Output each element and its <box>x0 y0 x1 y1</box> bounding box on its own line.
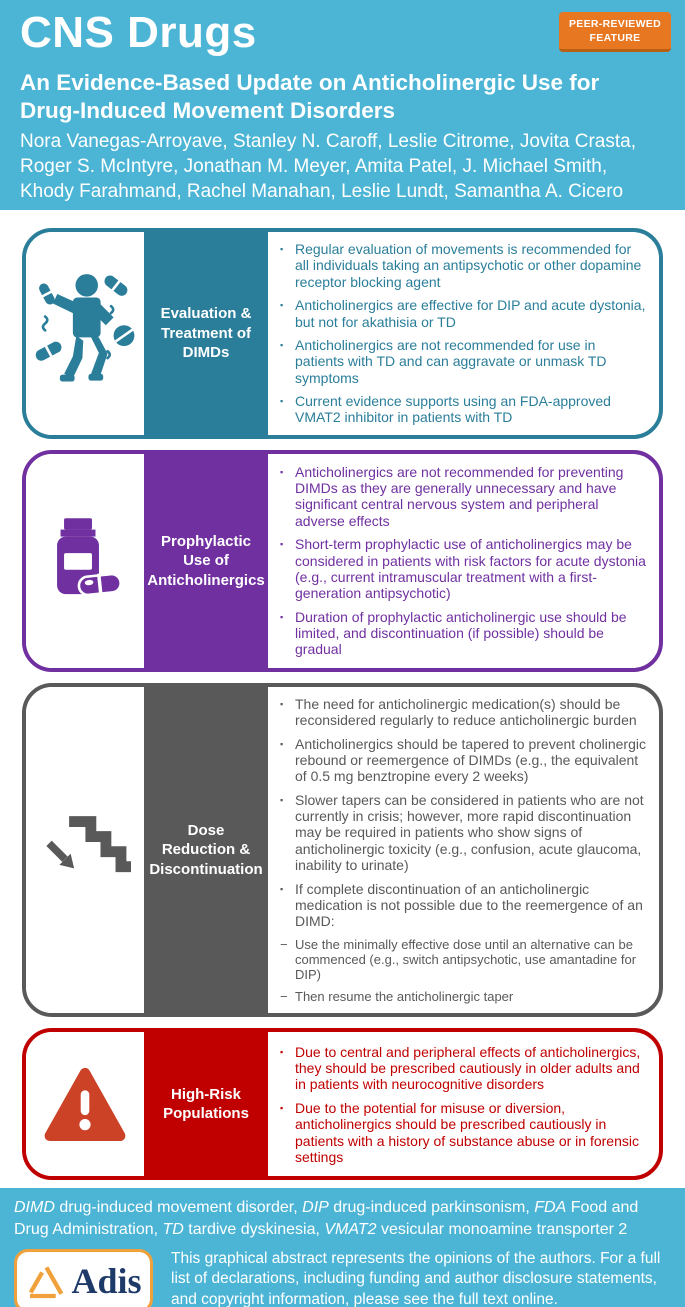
section-evaluation-treatment <box>22 228 663 439</box>
bullet-text: Anticholinergics are effective for DIP and acute dystonia, but not for akathisia or TD <box>295 297 646 330</box>
section-icon-cell <box>26 1032 144 1176</box>
abbreviations: DIMD drug-induced movement disorder, DIP drug-induced parkinsonism, FDA Food and Drug Administration, TD tardive dyskinesia, VMAT2 vesicular monoamine transporter 2 <box>14 1199 639 1238</box>
bullet-item <box>280 241 647 290</box>
tremor-person-icon <box>33 266 137 400</box>
section-dose-reduction <box>22 683 663 1018</box>
square-bullet-marker: ▪ <box>280 396 284 406</box>
bullet-item <box>280 609 647 658</box>
footer <box>0 1188 685 1307</box>
square-bullet-marker: ▪ <box>280 244 284 254</box>
section-bullets <box>268 687 659 1014</box>
bullet-text: Regular evaluation of movements is recommended for all individuals taking an antipsychotic or other dopamine receptor blocking agent <box>295 241 642 290</box>
bullet-text: Current evidence supports using an FDA-approved VMAT2 inhibitor in patients with TD <box>295 393 611 426</box>
section-bullets <box>268 454 659 668</box>
bullet-text: Then resume the anticholinergic taper <box>295 989 514 1005</box>
bullet-text: Slower tapers can be considered in patients who are not currently in crisis; however, more rapid discontinuation may be required in patients who show signs of anticholinergic toxicity (e.g., confusion, acute glaucoma, inability to urinate) <box>295 791 644 874</box>
square-bullet-marker: ▪ <box>280 738 284 749</box>
bullet-item <box>280 337 647 386</box>
bullet-item <box>280 464 647 530</box>
square-bullet-marker: ▪ <box>280 698 284 709</box>
section-icon-cell <box>26 232 144 435</box>
square-bullet-marker: ▪ <box>280 611 284 622</box>
bullet-text: Anticholinergics should be tapered to prevent cholinergic rebound or reemergence of DIMDs (e.g., the equivalent of 0.5 mg benztropine every 2 weeks) <box>295 735 646 785</box>
square-bullet-marker: ▪ <box>280 883 284 894</box>
bullet-text: If complete discontinuation of an anticholinergic medication is not possible due to the reemergence of an DIMD: <box>295 880 643 930</box>
bullet-text: Short-term prophylactic use of anticholinergics may be considered in patients with risk factors for acute dystonia (e.g., current intramuscular treatment with a first-generation antipsychotic) <box>295 536 646 602</box>
square-bullet-marker: ▪ <box>280 539 284 550</box>
section-bullets <box>268 232 659 435</box>
journal-title: CNS Drugs <box>20 8 257 57</box>
square-bullet-marker: ▪ <box>280 300 284 311</box>
bullet-text: The need for anticholinergic medication(s) should be reconsidered regularly to reduce anticholinergic burden <box>295 695 637 729</box>
bullet-item <box>280 881 647 930</box>
section-label: Dose Reduction & Discontinuation <box>144 687 268 1014</box>
badge-line2: FEATURE <box>589 32 641 45</box>
section-label: High-Risk Populations <box>144 1032 268 1176</box>
bullet-text: Anticholinergics are not recommended for preventing DIMDs as they are generally unnecessary and have significant central nervous system and peripheral adverse effects <box>295 463 624 529</box>
peer-reviewed-badge <box>559 12 671 52</box>
bullet-item <box>280 736 647 785</box>
disclaimer-text: This graphical abstract represents the opinions of the authors. For a full list of declarations, including funding and author disclosure statements, and copyright information, please see the full text online. <box>171 1249 661 1307</box>
bullet-item <box>280 297 647 330</box>
square-bullet-marker: ▪ <box>280 1102 284 1113</box>
bullet-item <box>280 1044 647 1093</box>
bullet-item <box>280 1100 647 1166</box>
descending-stairs-icon <box>39 808 131 892</box>
adis-wordmark: Adis <box>71 1260 142 1301</box>
section-icon-cell <box>26 687 144 1014</box>
section-prophylactic-use <box>22 450 663 672</box>
bullet-text: Due to central and peripheral effects of anticholinergics, they should be prescribed cautiously in older adults and in patients with neurocognitive disorders <box>295 1043 641 1093</box>
badge-line1: PEER-REVIEWED <box>569 18 661 30</box>
bullet-text: Anticholinergics are not recommended for use in patients with TD and can aggravate or unmask TD symptoms <box>295 336 607 386</box>
square-bullet-marker: ▪ <box>280 1046 284 1057</box>
dash-marker: − <box>280 989 288 1005</box>
section-label: Evaluation & Treatment of DIMDs <box>144 232 268 435</box>
dash-marker: − <box>280 936 288 952</box>
section-high-risk <box>22 1028 663 1180</box>
bullet-text: Use the minimally effective dose until an alternative can be commenced (e.g., switch antipsychotic, use amantadine for DIP) <box>295 936 637 983</box>
adis-logo <box>14 1249 153 1307</box>
section-bullets <box>268 1032 659 1176</box>
bullet-item <box>280 393 647 426</box>
bullet-item <box>280 696 647 729</box>
pill-bottle-icon <box>37 508 133 614</box>
bullet-text: Due to the potential for misuse or diversion, anticholinergics should be prescribed cautiously in patients with a history of substance abuse or in forensic settings <box>295 1099 639 1165</box>
section-label: Prophylactic Use of Anticholinergics <box>144 454 268 668</box>
bullet-item <box>280 536 647 602</box>
author-list: Nora Vanegas-Arroyave, Stanley N. Caroff, Leslie Citrome, Jovita Crasta, Roger S. McIntyre, Jonathan M. Meyer, Amita Patel, J. Michael Smith, Khody Farahmand, Rachel Manahan, Leslie Lundt, Samantha A. Cicero <box>20 131 636 203</box>
bullet-text: Duration of prophylactic anticholinergic use should be limited, and discontinuation (if possible) should be gradual <box>295 608 627 658</box>
square-bullet-marker: ▪ <box>280 794 284 805</box>
bullet-item <box>280 792 647 874</box>
header <box>0 0 685 210</box>
summary-sections <box>0 210 685 1180</box>
square-bullet-marker: ▪ <box>280 339 284 350</box>
adis-triangle-icon <box>25 1263 65 1299</box>
warning-triangle-icon <box>42 1064 128 1144</box>
footer-row <box>14 1249 671 1307</box>
sub-item <box>280 989 647 1004</box>
sub-item <box>280 937 647 983</box>
square-bullet-marker: ▪ <box>280 466 284 477</box>
article-title: An Evidence-Based Update on Anticholinergic Use for Drug-Induced Movement Disorders <box>20 69 600 123</box>
section-icon-cell <box>26 454 144 668</box>
